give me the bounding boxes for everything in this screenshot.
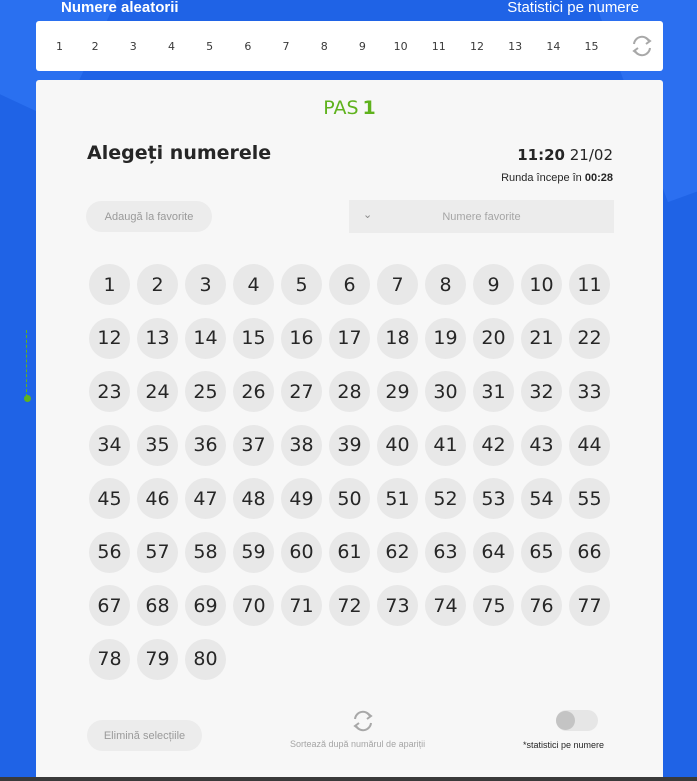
number-ball[interactable]: 26: [233, 371, 274, 412]
number-ball[interactable]: 13: [137, 318, 178, 359]
number-ball[interactable]: 59: [233, 532, 274, 573]
draw-time: [517, 146, 613, 164]
number-ball[interactable]: 3: [185, 264, 226, 305]
number-ball[interactable]: 12: [89, 318, 130, 359]
refresh-icon[interactable]: [629, 33, 655, 59]
number-ball[interactable]: 21: [521, 318, 562, 359]
random-number-option[interactable]: 13: [508, 39, 523, 53]
number-ball[interactable]: 18: [377, 318, 418, 359]
number-ball[interactable]: 56: [89, 532, 130, 573]
page-title: Alegeți numerele: [87, 142, 272, 164]
number-ball[interactable]: 32: [521, 371, 562, 412]
number-ball[interactable]: 52: [425, 478, 466, 519]
number-ball[interactable]: 29: [377, 371, 418, 412]
number-ball[interactable]: 27: [281, 371, 322, 412]
random-number-option[interactable]: 4: [167, 39, 175, 53]
number-ball[interactable]: 42: [473, 425, 514, 466]
random-number-option[interactable]: 2: [91, 39, 99, 53]
chevron-down-icon: ⌄: [363, 209, 373, 221]
random-numbers-list: [36, 40, 611, 53]
number-ball[interactable]: 7: [377, 264, 418, 305]
number-ball[interactable]: 24: [137, 371, 178, 412]
number-ball[interactable]: 36: [185, 425, 226, 466]
number-ball[interactable]: 61: [329, 532, 370, 573]
number-ball[interactable]: 50: [329, 478, 370, 519]
draw-date: 21/02: [569, 146, 613, 164]
sort-refresh-icon[interactable]: [350, 708, 376, 734]
number-ball[interactable]: 28: [329, 371, 370, 412]
number-ball[interactable]: 39: [329, 425, 370, 466]
progress-dot: [24, 395, 31, 402]
number-ball[interactable]: 30: [425, 371, 466, 412]
random-number-option[interactable]: 3: [129, 39, 137, 53]
random-number-option[interactable]: 6: [244, 39, 252, 53]
number-ball[interactable]: 65: [521, 532, 562, 573]
number-ball[interactable]: 66: [569, 532, 610, 573]
stats-toggle-label: *statistici pe numere: [523, 740, 605, 750]
number-ball[interactable]: 15: [233, 318, 274, 359]
number-ball[interactable]: 37: [233, 425, 274, 466]
random-number-option[interactable]: 14: [546, 39, 561, 53]
add-to-favorites-button[interactable]: Adaugă la favorite: [86, 201, 212, 232]
favorite-numbers-dropdown[interactable]: [349, 200, 614, 233]
number-ball[interactable]: 47: [185, 478, 226, 519]
round-countdown: [501, 172, 613, 184]
number-ball[interactable]: 79: [137, 639, 178, 680]
taskbar-strip: [0, 777, 697, 781]
number-ball[interactable]: 11: [569, 264, 610, 305]
random-numbers-label: Numere aleatorii: [61, 0, 179, 16]
number-ball[interactable]: 6: [329, 264, 370, 305]
random-number-option[interactable]: 10: [393, 39, 408, 53]
number-ball[interactable]: 68: [137, 585, 178, 626]
number-ball[interactable]: 17: [329, 318, 370, 359]
number-ball[interactable]: 14: [185, 318, 226, 359]
number-ball[interactable]: 67: [89, 585, 130, 626]
number-ball[interactable]: 25: [185, 371, 226, 412]
number-ball[interactable]: 71: [281, 585, 322, 626]
number-ball[interactable]: 73: [377, 585, 418, 626]
number-ball[interactable]: 4: [233, 264, 274, 305]
random-number-option[interactable]: 1: [56, 39, 63, 53]
number-ball[interactable]: 70: [233, 585, 274, 626]
top-labels: [61, 0, 639, 18]
step-indicator: [36, 97, 663, 119]
progress-track: [26, 330, 27, 397]
sort-by-occurrences-label[interactable]: Sortează după numărul de apariții: [290, 739, 426, 749]
number-ball[interactable]: 58: [185, 532, 226, 573]
countdown-value: 00:28: [584, 172, 613, 184]
number-ball[interactable]: 76: [521, 585, 562, 626]
number-ball[interactable]: 19: [425, 318, 466, 359]
number-ball[interactable]: 43: [521, 425, 562, 466]
stats-by-numbers-link[interactable]: Statistici pe numere: [507, 0, 639, 16]
number-ball[interactable]: 45: [89, 478, 130, 519]
draw-time-hour: 11:20: [517, 146, 565, 164]
number-ball[interactable]: 69: [185, 585, 226, 626]
number-grid: [89, 264, 619, 680]
number-ball[interactable]: 33: [569, 371, 610, 412]
number-ball[interactable]: 22: [569, 318, 610, 359]
random-number-option[interactable]: 5: [206, 39, 214, 53]
round-starts-label: Runda începe în: [501, 172, 582, 184]
number-ball[interactable]: 60: [281, 532, 322, 573]
number-ball[interactable]: 64: [473, 532, 514, 573]
random-number-option[interactable]: 8: [320, 39, 328, 53]
number-ball[interactable]: 41: [425, 425, 466, 466]
number-ball[interactable]: 55: [569, 478, 610, 519]
stats-toggle[interactable]: [556, 710, 598, 731]
number-ball[interactable]: 9: [473, 264, 514, 305]
number-ball[interactable]: 31: [473, 371, 514, 412]
number-ball[interactable]: 2: [137, 264, 178, 305]
random-number-option[interactable]: 11: [431, 39, 446, 53]
number-ball[interactable]: 53: [473, 478, 514, 519]
number-ball[interactable]: 48: [233, 478, 274, 519]
number-ball[interactable]: 35: [137, 425, 178, 466]
random-number-option[interactable]: 9: [358, 39, 366, 53]
number-ball[interactable]: 51: [377, 478, 418, 519]
number-ball[interactable]: 75: [473, 585, 514, 626]
number-ball[interactable]: 38: [281, 425, 322, 466]
number-ball[interactable]: 49: [281, 478, 322, 519]
selection-panel: [36, 80, 663, 781]
number-ball[interactable]: 54: [521, 478, 562, 519]
number-ball[interactable]: 23: [89, 371, 130, 412]
number-ball[interactable]: 1: [89, 264, 130, 305]
number-ball[interactable]: 10: [521, 264, 562, 305]
number-ball[interactable]: 20: [473, 318, 514, 359]
clear-selections-button[interactable]: Elimină selecțiile: [87, 720, 202, 751]
number-ball[interactable]: 80: [185, 639, 226, 680]
random-number-option[interactable]: 12: [469, 39, 484, 53]
number-ball[interactable]: 16: [281, 318, 322, 359]
favorite-numbers-placeholder: Numere favorite: [442, 210, 521, 223]
number-ball[interactable]: 77: [569, 585, 610, 626]
number-ball[interactable]: 8: [425, 264, 466, 305]
number-ball[interactable]: 72: [329, 585, 370, 626]
number-ball[interactable]: 40: [377, 425, 418, 466]
random-number-option[interactable]: 7: [282, 39, 290, 53]
step-number: 1: [362, 97, 376, 119]
number-ball[interactable]: 74: [425, 585, 466, 626]
number-ball[interactable]: 78: [89, 639, 130, 680]
number-ball[interactable]: 5: [281, 264, 322, 305]
number-ball[interactable]: 46: [137, 478, 178, 519]
step-label: PAS: [323, 97, 359, 119]
random-numbers-bar: [36, 21, 663, 71]
number-ball[interactable]: 57: [137, 532, 178, 573]
number-ball[interactable]: 34: [89, 425, 130, 466]
number-ball[interactable]: 63: [425, 532, 466, 573]
number-ball[interactable]: 62: [377, 532, 418, 573]
number-ball[interactable]: 44: [569, 425, 610, 466]
random-number-option[interactable]: 15: [584, 39, 599, 53]
toggle-knob: [556, 711, 575, 730]
